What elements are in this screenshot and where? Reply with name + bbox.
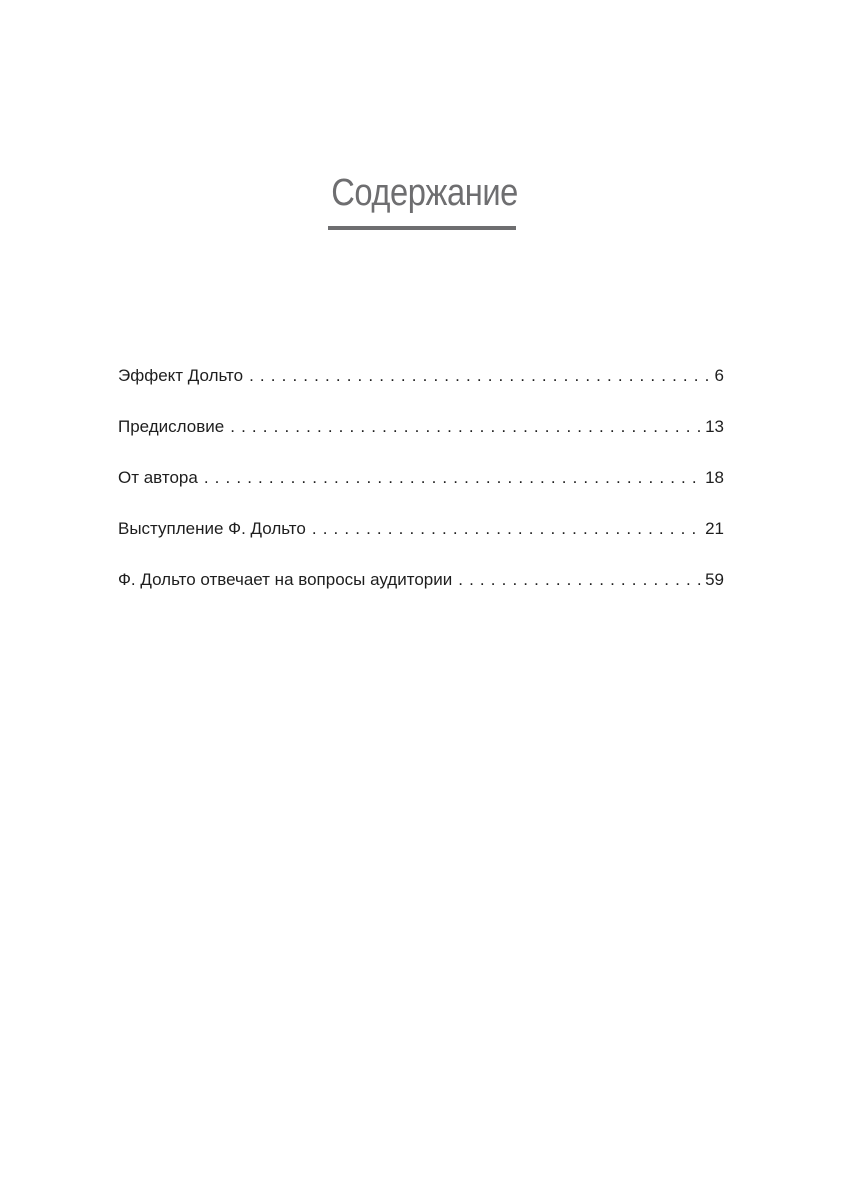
- toc-dot-leader: [204, 464, 703, 492]
- toc-entry[interactable]: [118, 464, 724, 515]
- toc-dot-leader: [230, 413, 703, 441]
- toc-dot-leader: [312, 515, 703, 543]
- toc-entry-title: От автора: [118, 468, 198, 487]
- toc-entry-page: 13: [705, 417, 724, 436]
- toc-entry-page: 18: [705, 468, 724, 487]
- toc-heading: Содержание: [331, 172, 518, 214]
- toc-heading-block: [0, 168, 849, 218]
- toc-dot-leader: [458, 566, 703, 594]
- toc-dot-leader: [249, 362, 712, 390]
- toc-entry[interactable]: [118, 515, 724, 566]
- toc-entry-title: Предисловие: [118, 417, 225, 436]
- toc-entry-page: 21: [705, 519, 724, 538]
- toc-entry[interactable]: [118, 566, 724, 617]
- toc-entry[interactable]: [118, 413, 724, 464]
- toc-entry-title: Выступление Ф. Дольто: [118, 519, 306, 538]
- heading-underline: [328, 226, 516, 230]
- toc-list: [118, 362, 724, 617]
- toc-entry-title: Ф. Дольто отвечает на вопросы аудитории: [118, 570, 453, 589]
- toc-entry-page: 6: [714, 366, 724, 385]
- toc-entry[interactable]: [118, 362, 724, 413]
- toc-entry-page: 59: [705, 570, 724, 589]
- toc-entry-title: Эффект Дольто: [118, 366, 244, 385]
